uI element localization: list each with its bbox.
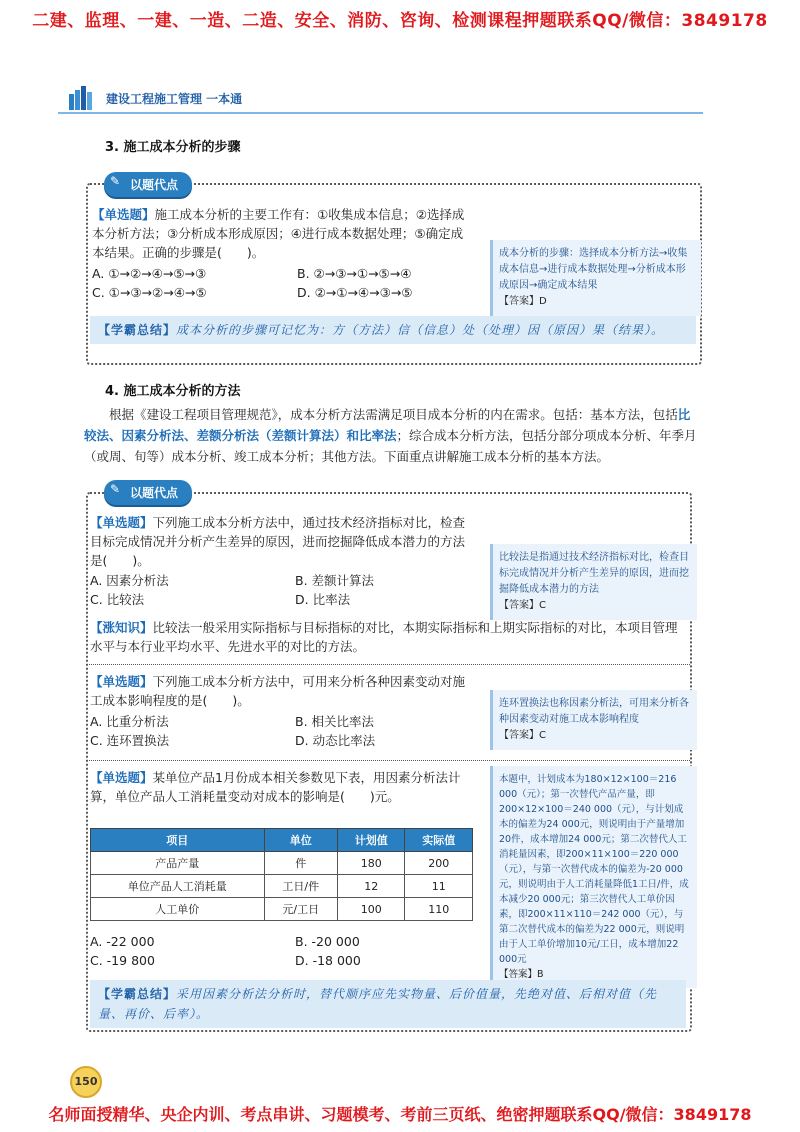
question-2-options bbox=[90, 571, 500, 609]
table-cell: 工日/件 bbox=[264, 875, 337, 898]
section-3-heading: 3. 施工成本分析的步骤 bbox=[105, 140, 241, 155]
option-a: A. ①→②→④→⑤→③ bbox=[92, 266, 207, 281]
table-row bbox=[91, 875, 473, 898]
summary-1: 【学霸总结】成本分析的步骤可记忆为：方（方法）信（信息）处（处理）因（原因）果（结果）。 bbox=[90, 316, 696, 344]
table-cell: 200 bbox=[405, 852, 473, 875]
option-b: B. -20 000 bbox=[295, 934, 360, 949]
table-header-row bbox=[91, 829, 473, 852]
table-cell: 件 bbox=[264, 852, 337, 875]
table-header: 计划值 bbox=[338, 829, 405, 852]
example-tag-2: ✎ 以题代点 bbox=[104, 480, 192, 505]
table-cell: 110 bbox=[405, 898, 473, 921]
table-cell: 180 bbox=[338, 852, 405, 875]
option-b: B. ②→③→①→⑤→④ bbox=[297, 266, 412, 281]
divider bbox=[86, 664, 690, 665]
book-stack-icon bbox=[68, 86, 98, 110]
table-header: 单位 bbox=[264, 829, 337, 852]
option-a: A. -22 000 bbox=[90, 934, 155, 949]
option-c: C. 连环置换法 bbox=[90, 733, 170, 748]
summary-2: 【学霸总结】采用因素分析法分析时，替代顺序应先实物量、后价值量，先绝对值、后相对值（先量、再价、后率）。 bbox=[90, 980, 686, 1028]
pen-icon: ✎ bbox=[110, 174, 121, 188]
divider bbox=[86, 760, 690, 761]
question-1: 【单选题】施工成本分析的主要工作有：①收集成本信息；②选择成本分析方法；③分析成本形成原因；④进行成本数据处理；⑤确定成本结果。正确的步骤是( )。 bbox=[92, 207, 465, 260]
page-number: 150 bbox=[70, 1066, 102, 1098]
question-1-options bbox=[92, 264, 502, 302]
option-d: D. ②→①→④→③→⑤ bbox=[297, 285, 413, 300]
extra-knowledge: 【涨知识】比较法一般采用实际指标与目标指标的对比，本期实际指标和上期实际指标的对比，本项目管理水平与本行业平均水平、先进水平的对比的方法。 bbox=[90, 620, 678, 654]
example-tag-1: ✎ 以题代点 bbox=[104, 172, 192, 197]
page-header bbox=[58, 86, 703, 114]
option-c: C. ①→③→②→④→⑤ bbox=[92, 285, 207, 300]
table-cell: 12 bbox=[338, 875, 405, 898]
table-cell: 11 bbox=[405, 875, 473, 898]
section-4-paragraph: 根据《建设工程项目管理规范》，成本分析方法需满足项目成本分析的内在需求。包括：基本方法，包括比较法、因素分析法、差额分析法（差额计算法）和比率法；综合成本分析方法，包括分部分项成本分析、年季月（或周、旬等）成本分析、竣工成本分析；其他方法。下面重点讲解施工成本分析的基本方法。 bbox=[84, 407, 697, 464]
table-row bbox=[91, 898, 473, 921]
option-a: A. 比重分析法 bbox=[90, 714, 169, 729]
table-cell: 人工单价 bbox=[91, 898, 265, 921]
option-d: D. -18 000 bbox=[295, 953, 361, 968]
option-d: D. 比率法 bbox=[295, 592, 351, 607]
table-header: 项目 bbox=[91, 829, 265, 852]
option-b: B. 相关比率法 bbox=[295, 714, 375, 729]
table-cell: 100 bbox=[338, 898, 405, 921]
answer-note-1: 成本分析的步骤：选择成本分析方法→收集成本信息→进行成本数据处理→分析成本形成原因→确定成本结果 【答案】D bbox=[490, 240, 701, 316]
option-d: D. 动态比率法 bbox=[295, 733, 376, 748]
table-cell: 产品产量 bbox=[91, 852, 265, 875]
question-3-options bbox=[90, 712, 500, 750]
table-row bbox=[91, 852, 473, 875]
question-4-options bbox=[90, 932, 500, 970]
cost-table bbox=[90, 828, 473, 921]
answer-note-4: 本题中，计划成本为180×12×100＝216 000（元）；第一次替代产品产量，即200×12×100＝240 000（元），与计划成本的偏差为24 000元，则说明由于产量增加20件，成本增加24 000元；第二次替代人工消耗量因素，即200×11×100＝220 000（元），与第一次替代成本的偏差为-20 000元，则说明由于人工消耗量降低1工日/件，成本减少20 000元；第三次替代人工单价因素，即200×11×110＝242 000（元），与第二次替代成本的偏差为22 000元，则说明由于人工单价增加10元/工日，成本增加22 000元 【答案】B bbox=[490, 766, 697, 988]
option-c: C. 比较法 bbox=[90, 592, 145, 607]
answer-note-3: 连环置换法也称因素分析法，可用来分析各种因素变动对施工成本影响程度 【答案】C bbox=[490, 690, 697, 750]
bottom-banner: 名师面授精华、央企内训、考点串讲、习题模考、考前三页纸、绝密押题联系QQ/微信：3849178 bbox=[48, 1105, 752, 1124]
top-banner: 二建、监理、一建、一造、二造、安全、消防、咨询、检测课程押题联系QQ/微信：3849178 bbox=[32, 11, 768, 31]
table-header: 实际值 bbox=[405, 829, 473, 852]
answer-note-2: 比较法是指通过技术经济指标对比，检查目标完成情况并分析产生差异的原因，进而挖掘降低成本潜力的方法 【答案】C bbox=[490, 544, 697, 620]
section-4-heading: 4. 施工成本分析的方法 bbox=[105, 384, 241, 399]
option-c: C. -19 800 bbox=[90, 953, 155, 968]
question-3: 【单选题】下列施工成本分析方法中，可用来分析各种因素变动对施工成本影响程度的是( )。 bbox=[90, 674, 466, 708]
option-b: B. 差额计算法 bbox=[295, 573, 375, 588]
option-a: A. 因素分析法 bbox=[90, 573, 169, 588]
question-4: 【单选题】某单位产品1月份成本相关参数见下表，用因素分析法计算，单位产品人工消耗量变动对成本的影响是( )元。 bbox=[90, 770, 461, 804]
question-2: 【单选题】下列施工成本分析方法中，通过技术经济指标对比，检查目标完成情况并分析产生差异的原因，进而挖掘降低成本潜力的方法是( )。 bbox=[90, 515, 466, 568]
table-cell: 单位产品人工消耗量 bbox=[91, 875, 265, 898]
header-title: 建设工程施工管理 一本通 bbox=[106, 92, 243, 106]
pen-icon: ✎ bbox=[110, 482, 121, 496]
table-cell: 元/工日 bbox=[264, 898, 337, 921]
